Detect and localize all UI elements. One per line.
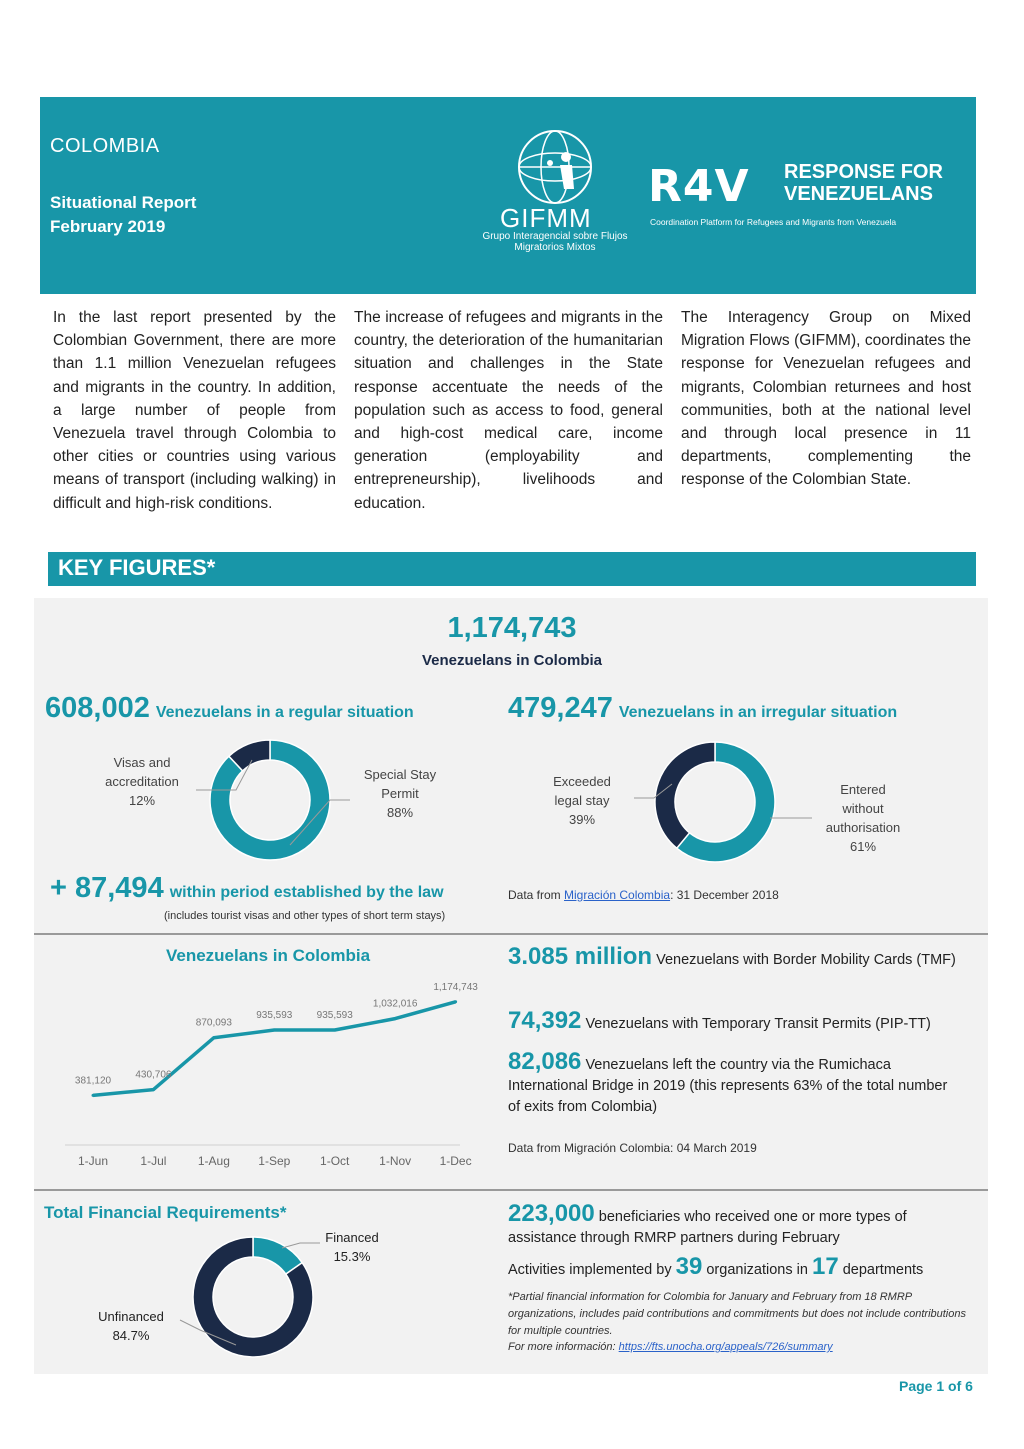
data-label: 1,032,016 [372, 998, 418, 1010]
intro-column-1: In the last report presented by the Colombian Government, there are more than 1.1 million Venezuelan refugees and migrants in the country. In addition, a large number of people from Venezuela travel through Colombia to other cities or countries using various means of transport (including walking) in difficult and high-risk conditions. [53, 309, 336, 512]
data-label: 430,706 [135, 1069, 172, 1081]
slice-percent: 61% [849, 839, 877, 854]
source-note-2: Data from Migración Colombia: 04 March 2019 [508, 1141, 757, 1155]
x-tick-label: 1-Aug [197, 1154, 230, 1168]
r4v-mark: R4V [648, 161, 750, 212]
source-suffix: : 31 December 2018 [670, 888, 779, 902]
more-info-prefix: For more información: [508, 1341, 616, 1353]
total-venezuelans-label: Venezuelans in Colombia [421, 652, 603, 669]
total-venezuelans: 1,174,743 [447, 612, 577, 644]
more-info [508, 1339, 978, 1356]
r4v-tagline: Coordination Platform for Refugees and Migrants from Venezuela [650, 217, 897, 227]
slice-name: Special Stay Permit [363, 767, 437, 801]
beneficiaries-number: 223,000 [508, 1200, 595, 1227]
data-label: 381,120 [74, 1075, 112, 1087]
financial-title: Total Financial Requirements* [44, 1203, 287, 1222]
slice-percent: 39% [568, 812, 596, 827]
financed-label [316, 1228, 388, 1266]
x-tick-label: 1-Sep [258, 1154, 291, 1168]
regular-number: 608,002 [45, 692, 150, 724]
slice-name: Entered without authorisation [825, 782, 901, 835]
beneficiaries-text: beneficiaries who received one or more types of assistance through RMRP partners during February [508, 1209, 907, 1246]
slice-name: Visas and accreditation [105, 755, 179, 789]
intro-column-3: The Interagency Group on Mixed Migration Flows (GIFMM), coordinates the response for Venezuelan refugees and migrants, Colombian returnees and host communities, both at the national level and through local presence in 11 departments, complementing the response of the Colombian State. [681, 309, 971, 489]
irregular-label: Venezuelans in an irregular situation [618, 704, 898, 721]
unfinanced-label [88, 1307, 174, 1345]
pip-text: Venezuelans with Temporary Transit Permits (PIP-TT) [585, 1016, 931, 1032]
slice-name: Exceeded legal stay [553, 774, 611, 808]
depts-number: 17 [811, 1253, 839, 1280]
data-label: 1,174,743 [433, 981, 478, 993]
irregular-number: 479,247 [508, 692, 613, 724]
data-label: 935,593 [316, 1010, 353, 1021]
regular-label: Venezuelans in a regular situation [155, 704, 414, 721]
period-note: (includes tourist visas and other types of short term stays) [164, 910, 446, 922]
gifmm-name: GIFMM [500, 203, 592, 233]
data-label: 870,093 [195, 1017, 232, 1029]
orgs-number: 39 [675, 1253, 703, 1280]
rumichaca-text: Venezuelans left the country via the Rumichaca International Bridge in 2019 (this represents 63% of the total number of exits from Colombia) [508, 1057, 948, 1115]
country-title: COLOMBIA [50, 135, 160, 157]
activities-prefix: Activities implemented by [508, 1262, 672, 1278]
tmf-text: Venezuelans with Border Mobility Cards (TMF) [656, 952, 956, 968]
report-date: February 2019 [50, 217, 166, 236]
period-number: + 87,494 [50, 872, 164, 904]
x-tick-label: 1-Jun [77, 1154, 109, 1168]
financial-note: *Partial financial information for Colombia for January and February from 18 RMRP organizations, includes paid contributions and commitments but does not include contributions for multiple countries. [508, 1291, 966, 1337]
rumichaca-number: 82,086 [508, 1048, 582, 1075]
fts-link[interactable]: https://fts.unocha.org/appeals/726/summary [618, 1341, 833, 1353]
page-number: Page 1 of 6 [899, 1378, 973, 1394]
x-tick-label: 1-Jul [140, 1154, 167, 1168]
activities-figure [508, 1253, 978, 1281]
beneficiaries-figure [508, 1200, 958, 1249]
report-title: Situational Report [50, 193, 197, 212]
slice-name: Unfinanced [98, 1309, 164, 1324]
intro-column-2: The increase of refugees and migrants in the country, the deterioration of the humanitarian situation and challenges in the State response accentuate the needs of the population such as access to food, general and high-cost medical care, income generation (employability and entrepreneurship), livelihoods and education. [354, 309, 663, 512]
tmf-number: 3.085 million [508, 943, 653, 970]
pip-number: 74,392 [508, 1007, 582, 1034]
source-prefix: Data from [508, 888, 565, 902]
chart-title: Venezuelans in Colombia [165, 946, 371, 965]
activities-suffix: departments [842, 1262, 924, 1278]
slice-percent: 84.7% [112, 1328, 150, 1343]
data-label: 935,593 [256, 1010, 293, 1021]
r4v-title-line2: VENEZUELANS [784, 183, 933, 205]
x-tick-label: 1-Dec [439, 1154, 472, 1168]
x-tick-label: 1-Nov [379, 1154, 412, 1168]
migracion-colombia-link[interactable]: Migración Colombia [564, 888, 671, 902]
period-label: within period established by the law [169, 884, 444, 901]
x-tick-label: 1-Oct [320, 1154, 350, 1168]
slice-name: Financed [325, 1230, 379, 1245]
key-figures-heading: KEY FIGURES* [48, 552, 976, 586]
activities-mid: organizations in [706, 1262, 808, 1278]
slice-percent: 12% [128, 793, 156, 808]
slice-percent: 88% [386, 805, 414, 820]
gifmm-tagline: Grupo Interagencial sobre Flujos Migratorios Mixtos [482, 231, 628, 253]
r4v-title-line1: RESPONSE FOR [784, 161, 943, 183]
slice-percent: 15.3% [333, 1249, 371, 1264]
